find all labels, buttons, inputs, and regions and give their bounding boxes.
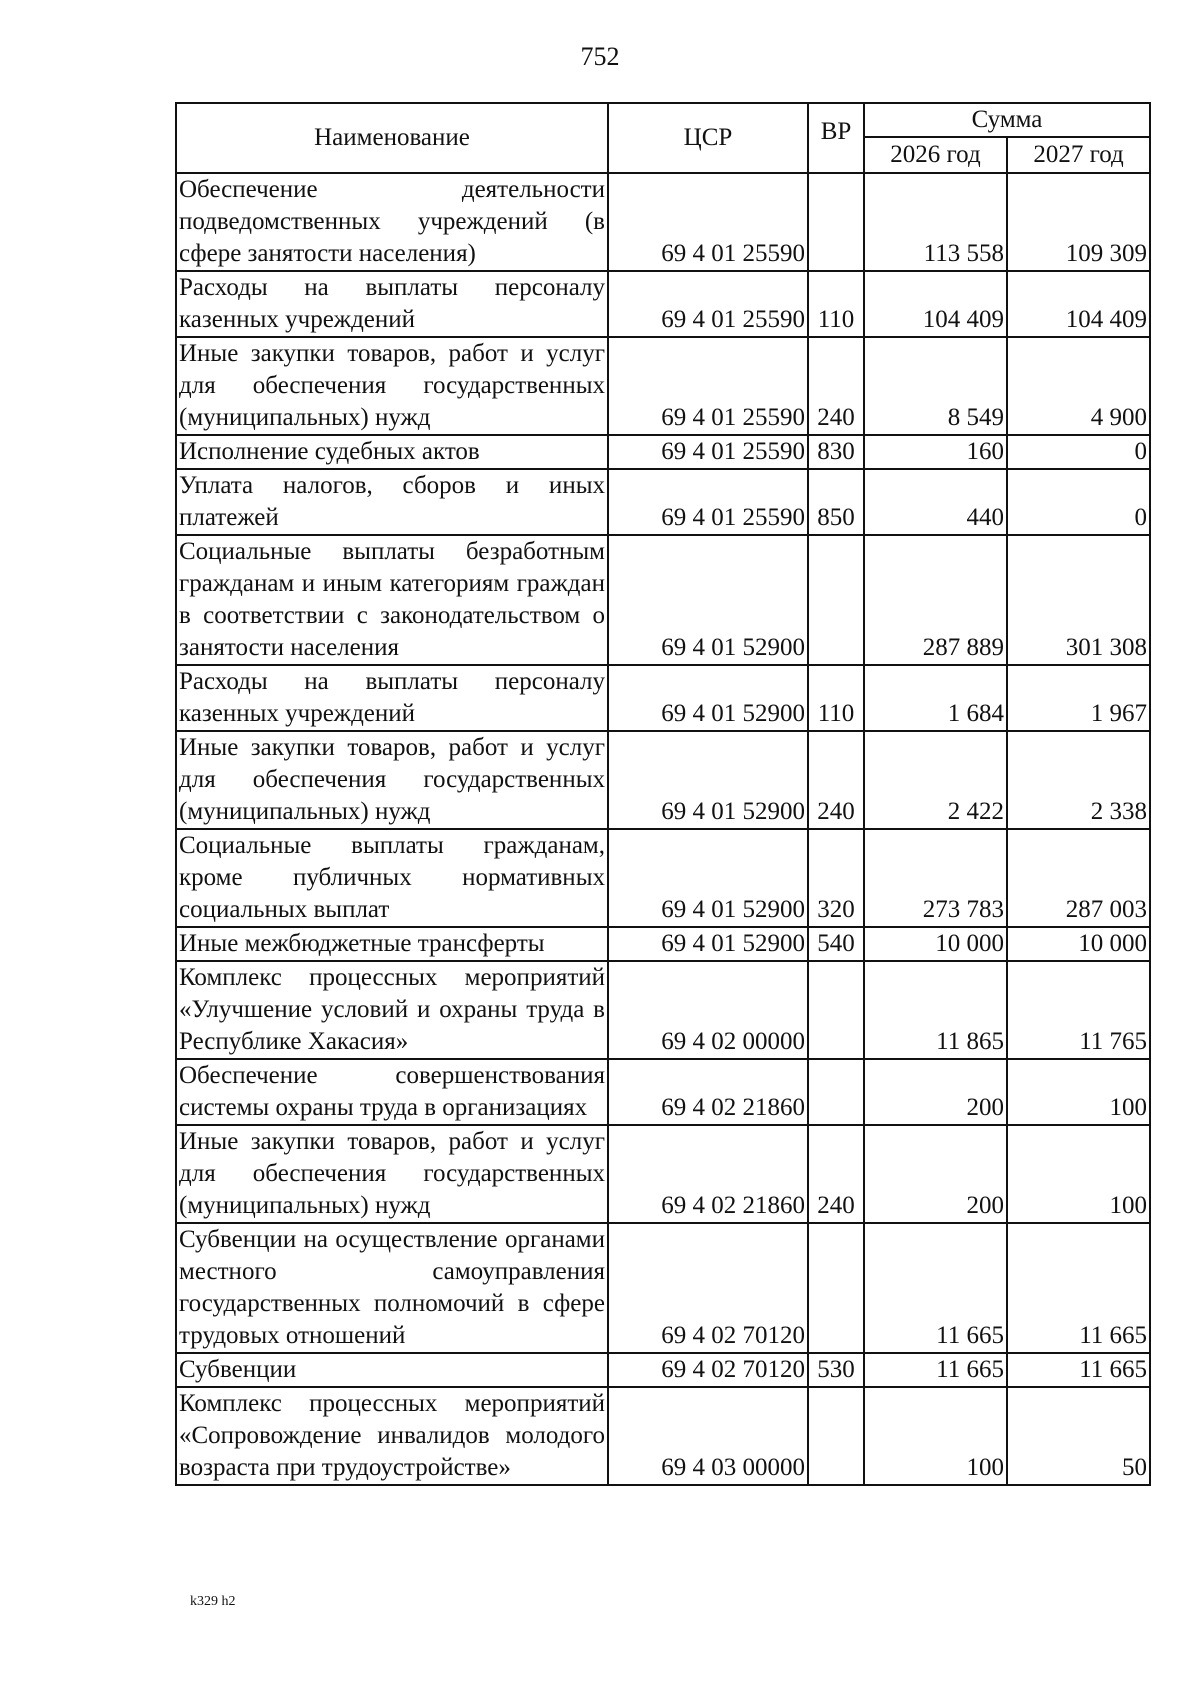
row-name-cell: Расходы на выплаты персоналу казенных учреждений <box>176 665 608 731</box>
header-year-2026: 2026 год <box>864 137 1007 173</box>
row-name-cell: Исполнение судебных актов <box>176 435 608 469</box>
table-row <box>176 271 1150 337</box>
row-2027-cell: 109 309 <box>1007 173 1150 271</box>
row-2027-cell: 11 765 <box>1007 961 1150 1059</box>
row-name-cell: Обеспечение совершенствования системы охраны труда в организациях <box>176 1059 608 1125</box>
table-body <box>176 173 1150 1485</box>
header-year-2027: 2027 год <box>1007 137 1150 173</box>
page-number: 752 <box>580 42 620 71</box>
row-csr-cell: 69 4 01 52900 <box>608 731 808 829</box>
table-row <box>176 927 1150 961</box>
row-name-cell: Иные межбюджетные трансферты <box>176 927 608 961</box>
row-2027-cell: 100 <box>1007 1059 1150 1125</box>
row-name-cell: Субвенции на осуществление органами местного самоуправления государственных полномочий в сфере трудовых отношений <box>176 1223 608 1353</box>
row-2026-cell: 113 558 <box>864 173 1007 271</box>
row-vr-cell <box>808 1223 864 1353</box>
row-name-cell: Обеспечение деятельности подведомственных учреждений (в сфере занятости населения) <box>176 173 608 271</box>
row-name-cell: Социальные выплаты гражданам, кроме публичных нормативных социальных выплат <box>176 829 608 927</box>
row-2026-cell: 200 <box>864 1125 1007 1223</box>
row-name-cell: Иные закупки товаров, работ и услуг для обеспечения государственных (муниципальных) нужд <box>176 337 608 435</box>
row-2026-cell: 100 <box>864 1387 1007 1485</box>
table-header <box>176 103 1150 173</box>
row-csr-cell: 69 4 02 70120 <box>608 1353 808 1387</box>
row-name-cell: Комплекс процессных мероприятий «Сопровождение инвалидов молодого возраста при трудоустройстве» <box>176 1387 608 1485</box>
header-name: Наименование <box>176 103 608 173</box>
row-name-cell: Иные закупки товаров, работ и услуг для обеспечения государственных (муниципальных) нужд <box>176 731 608 829</box>
footer-code: k329 h2 <box>190 1594 236 1609</box>
row-csr-cell: 69 4 01 25590 <box>608 337 808 435</box>
table-row <box>176 535 1150 665</box>
row-vr-cell: 320 <box>808 829 864 927</box>
table-row <box>176 961 1150 1059</box>
row-vr-cell <box>808 1059 864 1125</box>
table-row <box>176 469 1150 535</box>
row-2026-cell: 1 684 <box>864 665 1007 731</box>
row-vr-cell <box>808 535 864 665</box>
row-csr-cell: 69 4 01 52900 <box>608 829 808 927</box>
row-name-cell: Субвенции <box>176 1353 608 1387</box>
budget-table <box>175 102 1151 1486</box>
row-csr-cell: 69 4 03 00000 <box>608 1387 808 1485</box>
row-csr-cell: 69 4 01 25590 <box>608 173 808 271</box>
row-2026-cell: 8 549 <box>864 337 1007 435</box>
row-csr-cell: 69 4 01 52900 <box>608 927 808 961</box>
row-csr-cell: 69 4 02 21860 <box>608 1059 808 1125</box>
row-2026-cell: 10 000 <box>864 927 1007 961</box>
table-row <box>176 337 1150 435</box>
row-csr-cell: 69 4 01 25590 <box>608 469 808 535</box>
row-2027-cell: 0 <box>1007 435 1150 469</box>
row-2027-cell: 11 665 <box>1007 1353 1150 1387</box>
table-row <box>176 1223 1150 1353</box>
row-2026-cell: 440 <box>864 469 1007 535</box>
header-vr: ВР <box>808 103 864 173</box>
table-row <box>176 1059 1150 1125</box>
row-vr-cell <box>808 961 864 1059</box>
row-vr-cell <box>808 1387 864 1485</box>
row-2027-cell: 2 338 <box>1007 731 1150 829</box>
row-name-cell: Комплекс процессных мероприятий «Улучшение условий и охраны труда в Республике Хакасия» <box>176 961 608 1059</box>
row-vr-cell: 240 <box>808 731 864 829</box>
row-vr-cell: 540 <box>808 927 864 961</box>
row-vr-cell: 240 <box>808 1125 864 1223</box>
table-row <box>176 1387 1150 1485</box>
table-row <box>176 435 1150 469</box>
row-vr-cell: 240 <box>808 337 864 435</box>
row-name-cell: Уплата налогов, сборов и иных платежей <box>176 469 608 535</box>
header-sum: Сумма <box>864 103 1150 137</box>
table-row <box>176 731 1150 829</box>
row-2027-cell: 50 <box>1007 1387 1150 1485</box>
row-2026-cell: 104 409 <box>864 271 1007 337</box>
row-2026-cell: 11 665 <box>864 1223 1007 1353</box>
row-csr-cell: 69 4 02 00000 <box>608 961 808 1059</box>
row-2027-cell: 287 003 <box>1007 829 1150 927</box>
row-csr-cell: 69 4 01 25590 <box>608 271 808 337</box>
header-csr: ЦСР <box>608 103 808 173</box>
row-vr-cell: 530 <box>808 1353 864 1387</box>
row-csr-cell: 69 4 01 52900 <box>608 665 808 731</box>
row-2027-cell: 4 900 <box>1007 337 1150 435</box>
row-name-cell: Расходы на выплаты персоналу казенных учреждений <box>176 271 608 337</box>
row-2026-cell: 11 865 <box>864 961 1007 1059</box>
row-2027-cell: 100 <box>1007 1125 1150 1223</box>
table-row <box>176 1125 1150 1223</box>
row-2027-cell: 11 665 <box>1007 1223 1150 1353</box>
row-vr-cell: 110 <box>808 665 864 731</box>
row-2027-cell: 301 308 <box>1007 535 1150 665</box>
row-vr-cell: 850 <box>808 469 864 535</box>
row-2026-cell: 273 783 <box>864 829 1007 927</box>
table-row <box>176 173 1150 271</box>
row-vr-cell: 110 <box>808 271 864 337</box>
table-row <box>176 665 1150 731</box>
row-name-cell: Социальные выплаты безработным гражданам и иным категориям граждан в соответствии с законодательством о занятости населения <box>176 535 608 665</box>
row-2027-cell: 0 <box>1007 469 1150 535</box>
row-csr-cell: 69 4 02 21860 <box>608 1125 808 1223</box>
row-vr-cell <box>808 173 864 271</box>
row-csr-cell: 69 4 01 25590 <box>608 435 808 469</box>
row-2026-cell: 200 <box>864 1059 1007 1125</box>
table-row <box>176 829 1150 927</box>
row-2026-cell: 11 665 <box>864 1353 1007 1387</box>
row-2026-cell: 287 889 <box>864 535 1007 665</box>
row-csr-cell: 69 4 01 52900 <box>608 535 808 665</box>
table-row <box>176 1353 1150 1387</box>
row-name-cell: Иные закупки товаров, работ и услуг для обеспечения государственных (муниципальных) нужд <box>176 1125 608 1223</box>
row-2027-cell: 1 967 <box>1007 665 1150 731</box>
row-2027-cell: 104 409 <box>1007 271 1150 337</box>
row-vr-cell: 830 <box>808 435 864 469</box>
row-csr-cell: 69 4 02 70120 <box>608 1223 808 1353</box>
row-2026-cell: 2 422 <box>864 731 1007 829</box>
row-2026-cell: 160 <box>864 435 1007 469</box>
row-2027-cell: 10 000 <box>1007 927 1150 961</box>
